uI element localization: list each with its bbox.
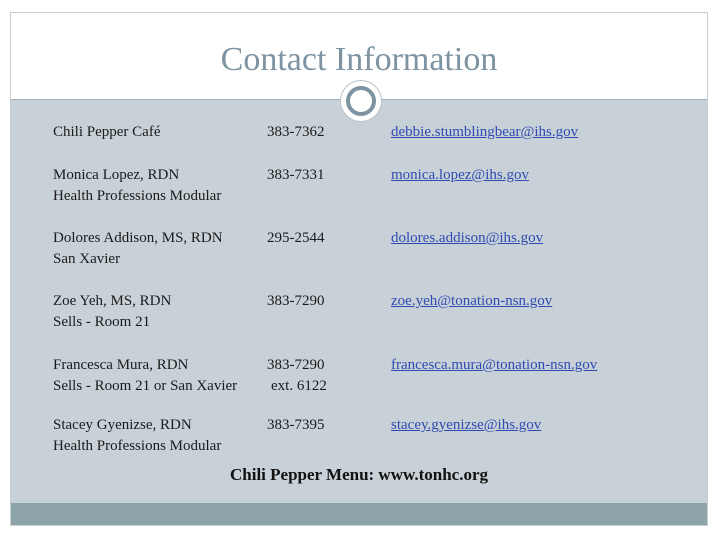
contact-email-link[interactable]: zoe.yeh@tonation-nsn.gov — [391, 293, 553, 309]
contact-phone: 383-7362 — [267, 124, 325, 140]
contact-email-link[interactable]: monica.lopez@ihs.gov — [391, 167, 529, 183]
menu-website-note: Chili Pepper Menu: www.tonhc.org — [230, 465, 488, 484]
contact-phone: 383-7290 — [267, 293, 325, 309]
contact-name: Zoe Yeh, MS, RDN — [53, 293, 172, 309]
slide-frame — [10, 12, 708, 526]
contact-name: Francesca Mura, RDN — [53, 357, 189, 373]
contact-name: Stacey Gyenizse, RDN — [53, 417, 192, 433]
contact-location: San Xavier — [53, 251, 121, 267]
contact-name: Chili Pepper Café — [53, 124, 161, 140]
contact-location: Sells - Room 21 or San Xavier — [53, 378, 238, 394]
contact-name: Dolores Addison, MS, RDN — [53, 230, 223, 246]
contact-extension: ext. 6122 — [271, 378, 327, 394]
contact-email-link[interactable]: dolores.addison@ihs.gov — [391, 230, 544, 246]
contact-location: Health Professions Modular — [53, 438, 222, 454]
contact-email-link[interactable]: stacey.gyenizse@ihs.gov — [391, 417, 542, 433]
contact-phone: 383-7331 — [267, 167, 325, 183]
contact-email-link[interactable]: debbie.stumblingbear@ihs.gov — [391, 124, 579, 140]
slide-title: Contact Information — [220, 41, 498, 78]
contact-phone: 383-7290 — [267, 357, 325, 373]
bottom-bar — [11, 503, 707, 525]
contact-location: Sells - Room 21 — [53, 314, 151, 330]
contact-name: Monica Lopez, RDN — [53, 167, 180, 183]
contact-phone: 295-2544 — [267, 230, 325, 246]
contact-phone: 383-7395 — [267, 417, 325, 433]
circle-ornament-icon — [340, 80, 382, 122]
circle-ring — [346, 86, 376, 116]
contact-location: Health Professions Modular — [53, 188, 222, 204]
contact-email-link[interactable]: francesca.mura@tonation-nsn.gov — [391, 357, 598, 373]
